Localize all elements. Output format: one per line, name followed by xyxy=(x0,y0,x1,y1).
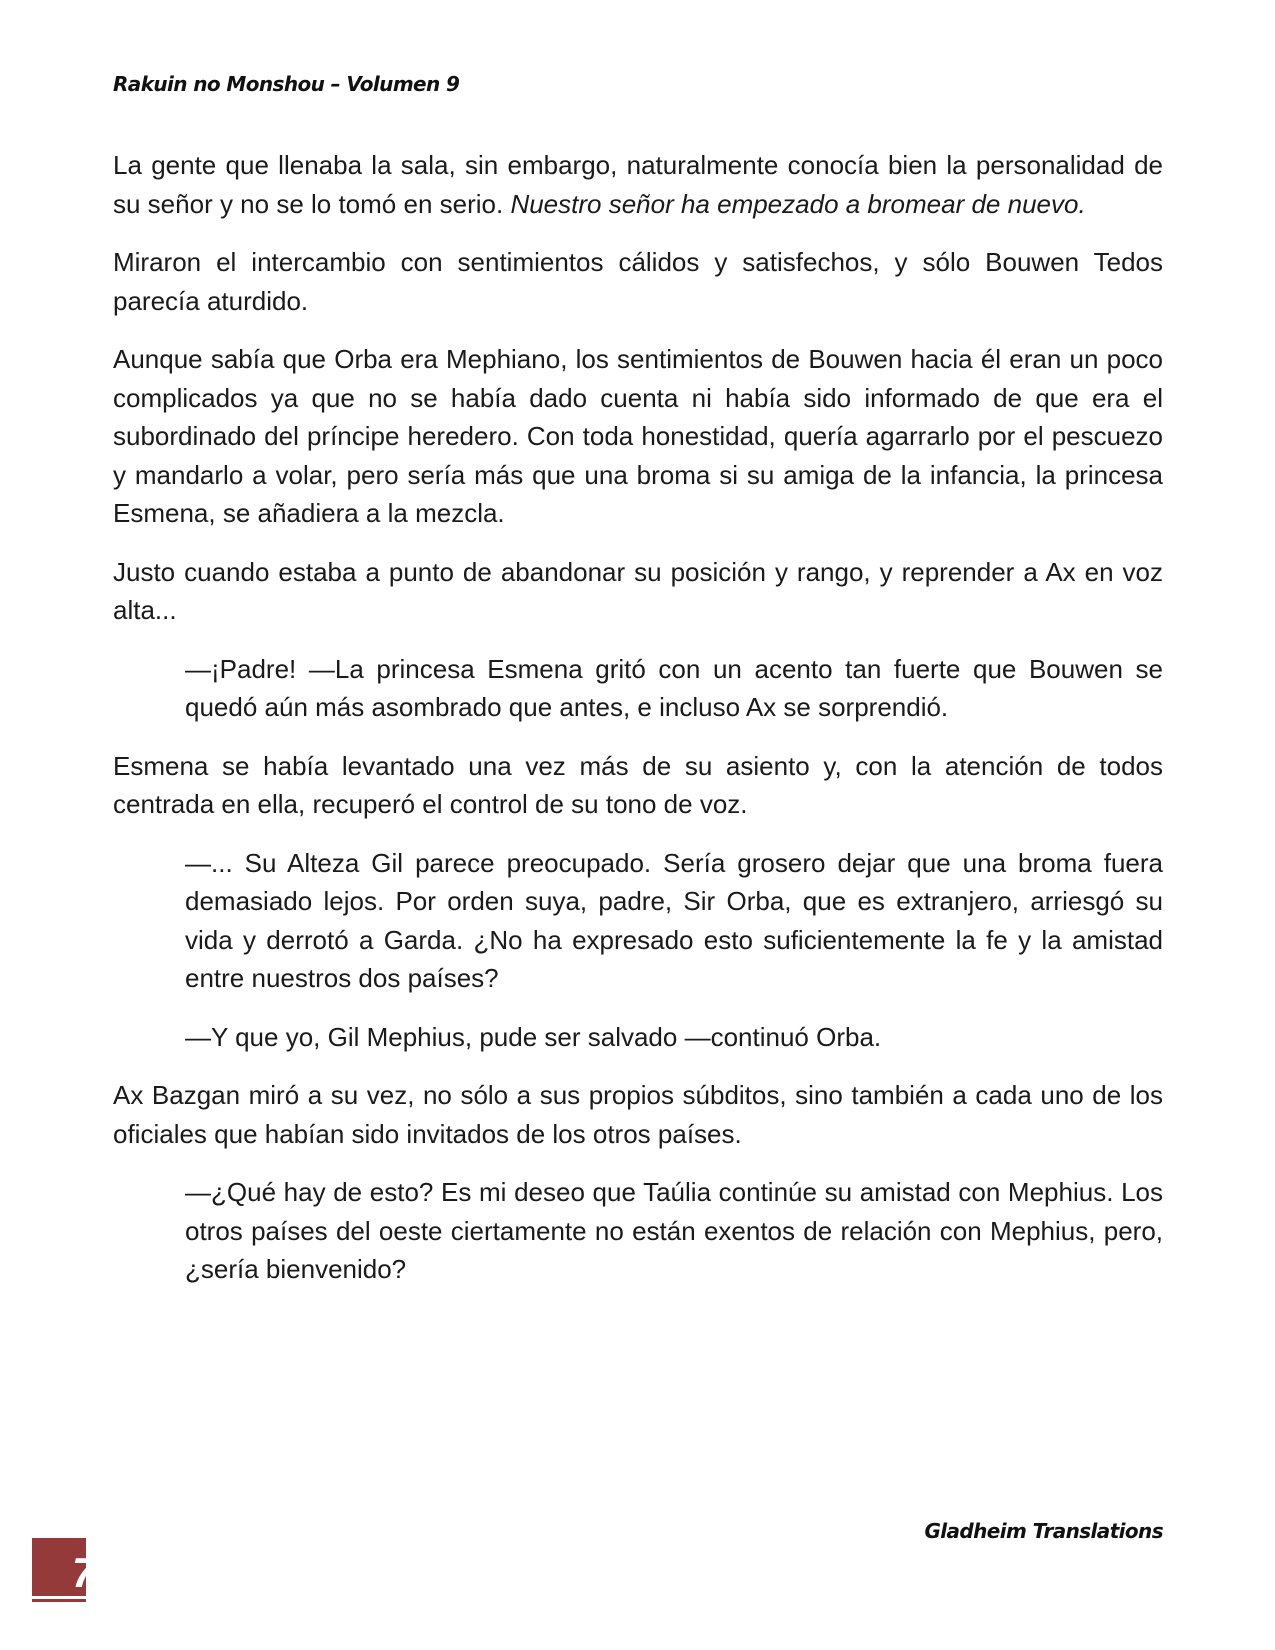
footer-credit: Gladheim Translations xyxy=(924,1519,1163,1543)
document-body xyxy=(113,146,1163,1309)
dialogue-quote-4: —¿Qué hay de esto? Es mi deseo que Taúlia continúe su amistad con Mephius. Los otros países del oeste ciertamente no están exentos de relación con Mephius, pero, ¿sería bienvenido? xyxy=(185,1177,1163,1284)
paragraph-4: Justo cuando estaba a punto de abandonar su posición y rango, y reprender a Ax en voz alta... xyxy=(113,556,1163,625)
page-number: 7 xyxy=(72,1549,96,1596)
page-number-underline xyxy=(32,1599,86,1602)
dialogue-quote-2: —... Su Alteza Gil parece preocupado. Sería grosero dejar que una broma fuera demasiado lejos. Por orden suya, padre, Sir Orba, que es extranjero, arriesgó su vida y derrotó a Garda. ¿No ha expresado esto suficientemente la fe y la amistad entre nuestros dos países? xyxy=(185,847,1163,993)
paragraph-5: Esmena se había levantado una vez más de su asiento y, con la atención de todos centrada en ella, recuperó el control de su tono de voz. xyxy=(113,750,1163,819)
paragraph-1-italic: Nuestro señor ha empezado a bromear de nuevo. xyxy=(510,188,1086,219)
paragraph-6: Ax Bazgan miró a su vez, no sólo a sus propios súbditos, sino también a cada uno de los oficiales que habían sido invitados de los otros países. xyxy=(113,1080,1163,1149)
dialogue-quote-3: —Y que yo, Gil Mephius, pude ser salvado —continuó Orba. xyxy=(185,1021,882,1052)
paragraph-3: Aunque sabía que Orba era Mephiano, los sentimientos de Bouwen hacia él eran un poco complicados ya que no se había dado cuenta ni había sido informado de que era el subordinado del príncipe heredero. Con toda honestidad, quería agarrarlo por el pescuezo y mandarlo a volar, pero sería más que una broma si su amiga de la infancia, la princesa Esmena, se añadiera a la mezcla. xyxy=(113,344,1163,528)
paragraph-1: La gente que llenaba la sala, sin embargo, naturalmente conocía bien la personalidad de su señor y no se lo tomó en serio. Nuestro señor ha empezado a bromear de nuevo. xyxy=(113,150,1163,219)
dialogue-quote-1: —¡Padre! —La princesa Esmena gritó con un acento tan fuerte que Bouwen se quedó aún más asombrado que antes, e incluso Ax se sorprendió. xyxy=(185,653,1163,722)
running-header: Rakuin no Monshou – Volumen 9 xyxy=(113,72,460,96)
paragraph-2: Miraron el intercambio con sentimientos cálidos y satisfechos, y sólo Bouwen Tedos parecía aturdido. xyxy=(113,247,1163,316)
page-number-box xyxy=(32,1538,96,1596)
